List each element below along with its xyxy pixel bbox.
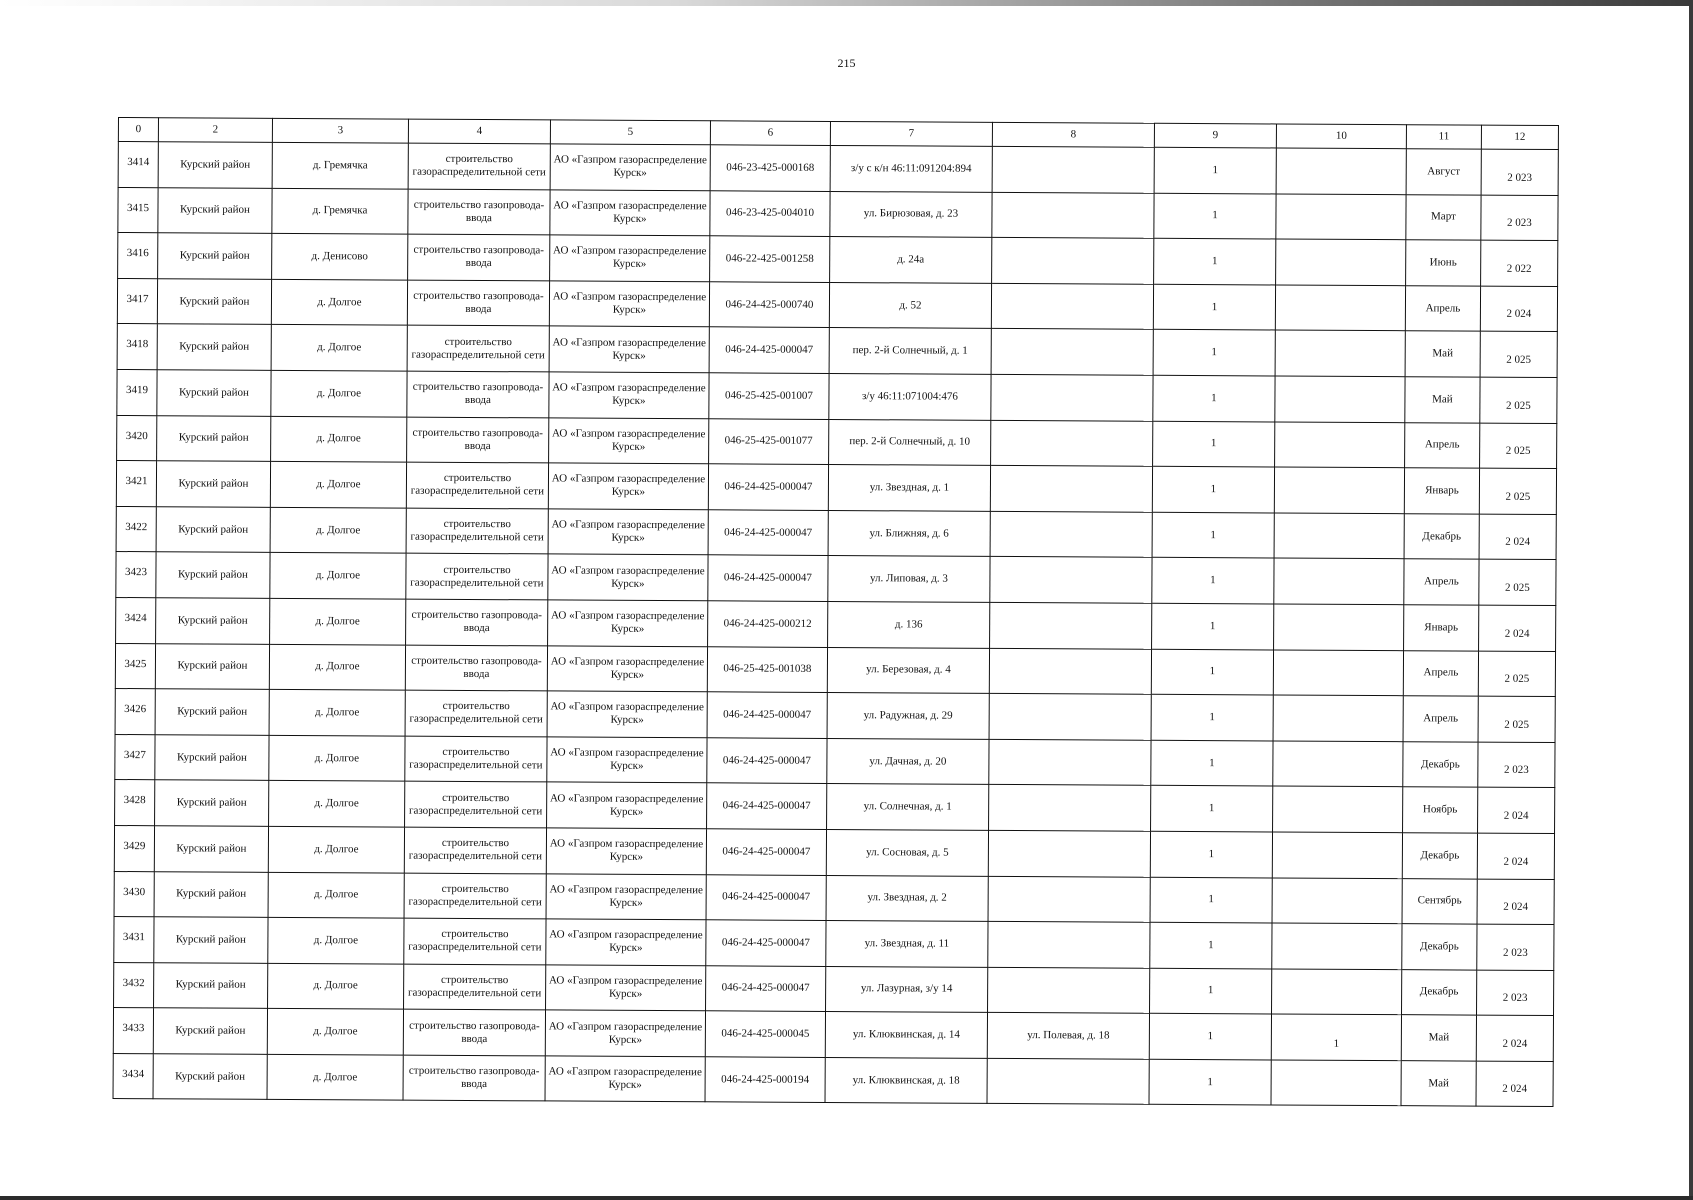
cell-work-type: строительство газопровода-ввода: [407, 280, 549, 326]
cell-record-number: 3433: [113, 1008, 153, 1054]
cell-count-a: 1: [1154, 238, 1276, 284]
table-row: [114, 871, 1554, 925]
cell-registration-number: 046-24-425-000740: [709, 282, 829, 328]
cell-address: ул. Дачная, д. 20: [827, 738, 989, 784]
register-table-container: [113, 117, 1559, 1108]
cell-address: ул. Сосновая, д. 5: [826, 829, 988, 875]
cell-month: Март: [1406, 194, 1481, 240]
cell-count-a: 1: [1154, 193, 1276, 239]
cell-address-2: [991, 374, 1153, 420]
cell-count-b: [1276, 194, 1406, 240]
table-row: [117, 369, 1557, 423]
table-row: [116, 506, 1556, 560]
cell-organization: АО «Газпром газораспределение Курск»: [546, 828, 706, 874]
cell-count-b: [1273, 695, 1403, 741]
cell-year: 2 024: [1476, 1015, 1553, 1061]
cell-record-number: 3422: [116, 506, 156, 552]
column-header-2: 2: [158, 118, 272, 143]
table-row: [117, 278, 1557, 332]
cell-registration-number: 046-24-425-000047: [707, 692, 827, 738]
cell-address: ул. Клюквинская, д. 14: [825, 1012, 987, 1058]
table-body: [113, 142, 1558, 1107]
cell-year: 2 023: [1481, 149, 1558, 195]
cell-organization: АО «Газпром газораспределение Курск»: [550, 144, 710, 190]
cell-year: 2 024: [1477, 879, 1554, 925]
cell-organization: АО «Газпром газораспределение Курск»: [546, 873, 706, 919]
cell-district: Курский район: [158, 187, 272, 233]
column-header-3: 3: [272, 118, 408, 143]
cell-address-2: [989, 648, 1151, 694]
cell-address-2: [990, 557, 1152, 603]
cell-count-a: 1: [1150, 968, 1272, 1014]
cell-district: Курский район: [156, 552, 270, 598]
cell-address: з/у 46:11:071004:476: [829, 373, 991, 419]
cell-count-a: 1: [1153, 330, 1275, 376]
cell-settlement: д. Долгое: [270, 507, 406, 553]
cell-count-a: 1: [1151, 649, 1273, 695]
cell-address: ул. Звездная, д. 11: [826, 921, 988, 967]
cell-work-type: строительство газораспределительной сети: [404, 964, 546, 1010]
cell-count-a: 1: [1150, 831, 1272, 877]
cell-district: Курский район: [155, 780, 269, 826]
cell-count-b: [1272, 832, 1402, 878]
cell-address-2: [988, 830, 1150, 876]
cell-count-a: 1: [1154, 147, 1276, 193]
cell-year: 2 025: [1479, 468, 1556, 514]
cell-address: ул. Звездная, д. 2: [826, 875, 988, 921]
table-row: [116, 461, 1556, 515]
cell-work-type: строительство газораспределительной сети: [404, 918, 546, 964]
cell-address-2: [987, 1058, 1149, 1104]
cell-record-number: 3430: [114, 871, 154, 917]
cell-address: пер. 2-й Солнечный, д. 1: [829, 328, 991, 374]
cell-count-b: [1275, 422, 1405, 468]
cell-registration-number: 046-24-425-000047: [709, 327, 829, 373]
cell-registration-number: 046-23-425-004010: [710, 190, 830, 236]
table-row: [113, 1008, 1553, 1062]
cell-work-type: строительство газопровода-ввода: [406, 599, 548, 645]
cell-count-b: [1272, 923, 1402, 969]
cell-registration-number: 046-24-425-000047: [706, 874, 826, 920]
cell-count-a: 1: [1152, 603, 1274, 649]
cell-registration-number: 046-24-425-000047: [707, 783, 827, 829]
cell-organization: АО «Газпром газораспределение Курск»: [547, 782, 707, 828]
cell-month: Май: [1401, 1015, 1476, 1061]
cell-address: пер. 2-й Солнечный, д. 10: [829, 419, 991, 465]
cell-month: Май: [1405, 331, 1480, 377]
cell-registration-number: 046-24-425-000047: [708, 555, 828, 601]
cell-registration-number: 046-25-425-001077: [709, 418, 829, 464]
cell-count-a: 1: [1151, 740, 1273, 786]
table-row: [114, 825, 1554, 879]
cell-year: 2 024: [1479, 514, 1556, 560]
cell-work-type: строительство газопровода-ввода: [403, 1055, 545, 1101]
cell-organization: АО «Газпром газораспределение Курск»: [547, 691, 707, 737]
cell-organization: АО «Газпром газораспределение Курск»: [545, 1056, 705, 1102]
cell-count-b: [1274, 558, 1404, 604]
cell-count-b: [1276, 148, 1406, 194]
cell-month: Август: [1406, 149, 1481, 195]
cell-month: Сентябрь: [1402, 878, 1477, 924]
cell-year: 2 023: [1477, 924, 1554, 970]
cell-address-2: [990, 466, 1152, 512]
table-row: [116, 597, 1556, 651]
cell-organization: АО «Газпром газораспределение Курск»: [546, 965, 706, 1011]
cell-registration-number: 046-24-425-000047: [708, 464, 828, 510]
cell-record-number: 3431: [114, 917, 154, 963]
cell-record-number: 3423: [116, 552, 156, 598]
cell-work-type: строительство газораспределительной сети: [405, 690, 547, 736]
cell-settlement: д. Долгое: [271, 325, 407, 371]
cell-work-type: строительство газораспределительной сети: [406, 553, 548, 599]
cell-address: ул. Березовая, д. 4: [827, 647, 989, 693]
cell-settlement: д. Гремячка: [272, 188, 408, 234]
cell-month: Май: [1401, 1061, 1476, 1107]
cell-settlement: д. Долгое: [268, 917, 404, 963]
cell-work-type: строительство газопровода-ввода: [408, 234, 550, 280]
cell-address-2: [989, 739, 1151, 785]
cell-organization: АО «Газпром газораспределение Курск»: [548, 463, 708, 509]
cell-registration-number: 046-24-425-000047: [706, 829, 826, 875]
cell-month: Апрель: [1405, 285, 1480, 331]
scan-bottom-edge: [0, 1196, 1693, 1200]
cell-address: ул. Липовая, д. 3: [828, 556, 990, 602]
cell-year: 2 023: [1477, 970, 1554, 1016]
cell-year: 2 024: [1477, 833, 1554, 879]
cell-count-a: 1: [1151, 786, 1273, 832]
cell-settlement: д. Долгое: [267, 1009, 403, 1055]
cell-address-2: ул. Полевая, д. 18: [987, 1013, 1149, 1059]
cell-count-a: 1: [1149, 1014, 1271, 1060]
cell-address-2: [992, 238, 1154, 284]
cell-address: д. 52: [829, 282, 991, 328]
column-header-6: 6: [710, 121, 830, 146]
cell-district: Курский район: [155, 734, 269, 780]
cell-count-a: 1: [1152, 466, 1274, 512]
cell-record-number: 3417: [117, 278, 157, 324]
cell-work-type: строительство газораспределительной сети: [406, 462, 548, 508]
cell-registration-number: 046-24-425-000212: [708, 601, 828, 647]
cell-count-b: [1276, 239, 1406, 285]
register-table: [113, 117, 1559, 1108]
cell-count-b: [1271, 1060, 1401, 1106]
cell-address: д. 24а: [830, 237, 992, 283]
cell-count-b: [1275, 376, 1405, 422]
cell-month: Декабрь: [1402, 924, 1477, 970]
cell-year: 2 024: [1478, 787, 1555, 833]
cell-organization: АО «Газпром газораспределение Курск»: [546, 919, 706, 965]
cell-address-2: [992, 146, 1154, 192]
cell-month: Декабрь: [1403, 741, 1478, 787]
column-header-12: 12: [1481, 125, 1558, 149]
cell-registration-number: 046-25-425-001038: [707, 646, 827, 692]
cell-district: Курский район: [157, 324, 271, 370]
cell-count-a: 1: [1152, 512, 1274, 558]
scan-top-edge: [0, 0, 1693, 6]
cell-work-type: строительство газораспределительной сети: [405, 781, 547, 827]
cell-address-2: [990, 602, 1152, 648]
cell-work-type: строительство газораспределительной сети: [408, 143, 550, 189]
cell-settlement: д. Долгое: [268, 826, 404, 872]
cell-district: Курский район: [156, 598, 270, 644]
cell-registration-number: 046-24-425-000045: [705, 1011, 825, 1057]
cell-district: Курский район: [157, 279, 271, 325]
cell-work-type: строительство газопровода-ввода: [407, 371, 549, 417]
cell-district: Курский район: [155, 643, 269, 689]
cell-district: Курский район: [155, 689, 269, 735]
cell-month: Апрель: [1405, 422, 1480, 468]
cell-count-a: 1: [1149, 1059, 1271, 1105]
cell-settlement: д. Долгое: [269, 644, 405, 690]
cell-month: Апрель: [1404, 559, 1479, 605]
cell-settlement: д. Долгое: [271, 279, 407, 325]
cell-month: Апрель: [1403, 650, 1478, 696]
cell-settlement: д. Долгое: [269, 781, 405, 827]
cell-settlement: д. Долгое: [271, 370, 407, 416]
cell-year: 2 024: [1479, 605, 1556, 651]
cell-count-b: [1272, 969, 1402, 1015]
cell-record-number: 3432: [114, 962, 154, 1008]
cell-record-number: 3429: [114, 825, 154, 871]
cell-count-b: [1275, 330, 1405, 376]
table-row: [118, 233, 1558, 287]
cell-count-b: [1274, 513, 1404, 559]
cell-organization: АО «Газпром газораспределение Курск»: [548, 509, 708, 555]
cell-year: 2 023: [1478, 742, 1555, 788]
cell-organization: АО «Газпром газораспределение Курск»: [549, 326, 709, 372]
cell-registration-number: 046-24-425-000047: [707, 738, 827, 784]
cell-address-2: [991, 329, 1153, 375]
cell-address-2: [988, 967, 1150, 1013]
table-row: [115, 643, 1555, 697]
cell-month: Декабрь: [1402, 969, 1477, 1015]
cell-settlement: д. Долгое: [269, 735, 405, 781]
cell-district: Курский район: [154, 871, 268, 917]
cell-record-number: 3434: [113, 1053, 153, 1099]
cell-settlement: д. Долгое: [268, 963, 404, 1009]
cell-district: Курский район: [153, 1008, 267, 1054]
cell-record-number: 3418: [117, 324, 157, 370]
cell-district: Курский район: [154, 917, 268, 963]
cell-year: 2 024: [1476, 1061, 1553, 1107]
cell-organization: АО «Газпром газораспределение Курск»: [547, 645, 707, 691]
cell-district: Курский район: [154, 826, 268, 872]
column-header-5: 5: [550, 120, 710, 145]
cell-settlement: д. Долгое: [270, 553, 406, 599]
column-header-4: 4: [408, 119, 550, 144]
column-header-8: 8: [992, 122, 1154, 147]
table-row: [115, 689, 1555, 743]
cell-work-type: строительство газопровода-ввода: [408, 189, 550, 235]
cell-district: Курский район: [157, 370, 271, 416]
cell-address-2: [988, 876, 1150, 922]
column-header-11: 11: [1406, 125, 1481, 149]
cell-work-type: строительство газораспределительной сети: [404, 827, 546, 873]
cell-year: 2 024: [1480, 286, 1557, 332]
cell-record-number: 3420: [117, 415, 157, 461]
cell-month: Апрель: [1403, 696, 1478, 742]
cell-record-number: 3414: [118, 142, 158, 188]
cell-settlement: д. Долгое: [269, 689, 405, 735]
cell-year: 2 025: [1480, 331, 1557, 377]
cell-registration-number: 046-22-425-001258: [710, 236, 830, 282]
cell-year: 2 025: [1480, 423, 1557, 469]
cell-settlement: д. Долгое: [271, 416, 407, 462]
cell-organization: АО «Газпром газораспределение Курск»: [549, 281, 709, 327]
cell-work-type: строительство газораспределительной сети: [405, 736, 547, 782]
cell-organization: АО «Газпром газораспределение Курск»: [549, 372, 709, 418]
cell-settlement: д. Долгое: [267, 1054, 403, 1100]
cell-count-b: [1274, 467, 1404, 513]
cell-record-number: 3427: [115, 734, 155, 780]
cell-month: Январь: [1404, 605, 1479, 651]
cell-settlement: д. Гремячка: [272, 142, 408, 188]
cell-count-a: 1: [1150, 877, 1272, 923]
cell-year: 2 022: [1481, 240, 1558, 286]
cell-year: 2 023: [1481, 195, 1558, 241]
cell-address: ул. Радужная, д. 29: [827, 693, 989, 739]
table-row: [114, 917, 1554, 971]
cell-organization: АО «Газпром газораспределение Курск»: [548, 554, 708, 600]
cell-year: 2 025: [1480, 377, 1557, 423]
cell-year: 2 025: [1478, 651, 1555, 697]
cell-address-2: [991, 420, 1153, 466]
cell-registration-number: 046-24-425-000047: [706, 920, 826, 966]
column-header-7: 7: [830, 121, 992, 146]
cell-month: Ноябрь: [1403, 787, 1478, 833]
cell-address-2: [988, 921, 1150, 967]
cell-year: 2 025: [1478, 696, 1555, 742]
table-row: [115, 734, 1555, 788]
cell-work-type: строительство газораспределительной сети: [404, 873, 546, 919]
cell-count-b: [1273, 649, 1403, 695]
cell-record-number: 3415: [118, 187, 158, 233]
cell-settlement: д. Долгое: [270, 462, 406, 508]
cell-district: Курский район: [158, 233, 272, 279]
table-row: [118, 142, 1558, 196]
cell-district: Курский район: [154, 962, 268, 1008]
cell-month: Январь: [1404, 468, 1479, 514]
cell-count-a: 1: [1153, 375, 1275, 421]
cell-address-2: [989, 785, 1151, 831]
cell-organization: АО «Газпром газораспределение Курск»: [545, 1010, 705, 1056]
page-number: 215: [837, 56, 856, 70]
cell-organization: АО «Газпром газораспределение Курск»: [547, 737, 707, 783]
cell-registration-number: 046-24-425-000194: [705, 1057, 825, 1103]
cell-count-b: [1273, 786, 1403, 832]
cell-work-type: строительство газораспределительной сети: [407, 325, 549, 371]
table-row: [113, 1053, 1553, 1107]
cell-work-type: строительство газопровода-ввода: [405, 645, 547, 691]
cell-work-type: строительство газопровода-ввода: [407, 417, 549, 463]
cell-count-a: 1: [1153, 284, 1275, 330]
cell-address: ул. Солнечная, д. 1: [827, 784, 989, 830]
cell-month: Июнь: [1406, 240, 1481, 286]
cell-record-number: 3419: [117, 369, 157, 415]
cell-settlement: д. Денисово: [272, 234, 408, 280]
cell-record-number: 3424: [116, 597, 156, 643]
cell-record-number: 3426: [115, 689, 155, 735]
cell-address: ул. Звездная, д. 1: [828, 465, 990, 511]
cell-address: з/у с к/н 46:11:091204:894: [830, 145, 992, 191]
scan-right-edge: [1689, 0, 1693, 1200]
table-row: [117, 324, 1557, 378]
table-row: [115, 780, 1555, 834]
cell-district: Курский район: [153, 1054, 267, 1100]
cell-month: Декабрь: [1404, 513, 1479, 559]
cell-year: 2 025: [1479, 559, 1556, 605]
cell-record-number: 3421: [116, 461, 156, 507]
cell-district: Курский район: [156, 461, 270, 507]
cell-month: Май: [1405, 377, 1480, 423]
cell-address-2: [991, 283, 1153, 329]
cell-address-2: [992, 192, 1154, 238]
cell-organization: АО «Газпром газораспределение Курск»: [549, 417, 709, 463]
cell-address: ул. Бирюзовая, д. 23: [830, 191, 992, 237]
cell-count-b: [1274, 604, 1404, 650]
cell-organization: АО «Газпром газораспределение Курск»: [550, 235, 710, 281]
cell-count-b: 1: [1271, 1014, 1401, 1060]
cell-settlement: д. Долгое: [268, 872, 404, 918]
cell-organization: АО «Газпром газораспределение Курск»: [550, 190, 710, 236]
cell-address: ул. Лазурная, з/у 14: [826, 966, 988, 1012]
cell-district: Курский район: [157, 415, 271, 461]
cell-registration-number: 046-24-425-000047: [706, 965, 826, 1011]
cell-count-b: [1273, 741, 1403, 787]
cell-address: ул. Клюквинская, д. 18: [825, 1057, 987, 1103]
cell-address: ул. Ближняя, д. 6: [828, 510, 990, 556]
cell-settlement: д. Долгое: [270, 598, 406, 644]
table-row: [116, 552, 1556, 606]
cell-address-2: [989, 694, 1151, 740]
cell-record-number: 3428: [115, 780, 155, 826]
cell-count-a: 1: [1153, 421, 1275, 467]
cell-count-a: 1: [1150, 922, 1272, 968]
table-row: [117, 415, 1557, 469]
cell-district: Курский район: [158, 142, 272, 188]
cell-count-a: 1: [1151, 694, 1273, 740]
cell-registration-number: 046-23-425-000168: [710, 145, 830, 191]
column-header-0: 0: [118, 118, 158, 142]
cell-month: Декабрь: [1402, 833, 1477, 879]
cell-registration-number: 046-24-425-000047: [708, 510, 828, 556]
cell-work-type: строительство газопровода-ввода: [403, 1009, 545, 1055]
column-header-10: 10: [1276, 124, 1406, 149]
cell-count-b: [1275, 285, 1405, 331]
cell-address: д. 136: [828, 601, 990, 647]
cell-address-2: [990, 511, 1152, 557]
column-header-9: 9: [1154, 123, 1276, 148]
table-row: [118, 187, 1558, 241]
cell-record-number: 3416: [118, 233, 158, 279]
cell-record-number: 3425: [115, 643, 155, 689]
table-row: [114, 962, 1554, 1016]
cell-count-a: 1: [1152, 558, 1274, 604]
cell-work-type: строительство газораспределительной сети: [406, 508, 548, 554]
cell-count-b: [1272, 877, 1402, 923]
cell-district: Курский район: [156, 506, 270, 552]
cell-registration-number: 046-25-425-001007: [709, 373, 829, 419]
cell-organization: АО «Газпром газораспределение Курск»: [548, 600, 708, 646]
